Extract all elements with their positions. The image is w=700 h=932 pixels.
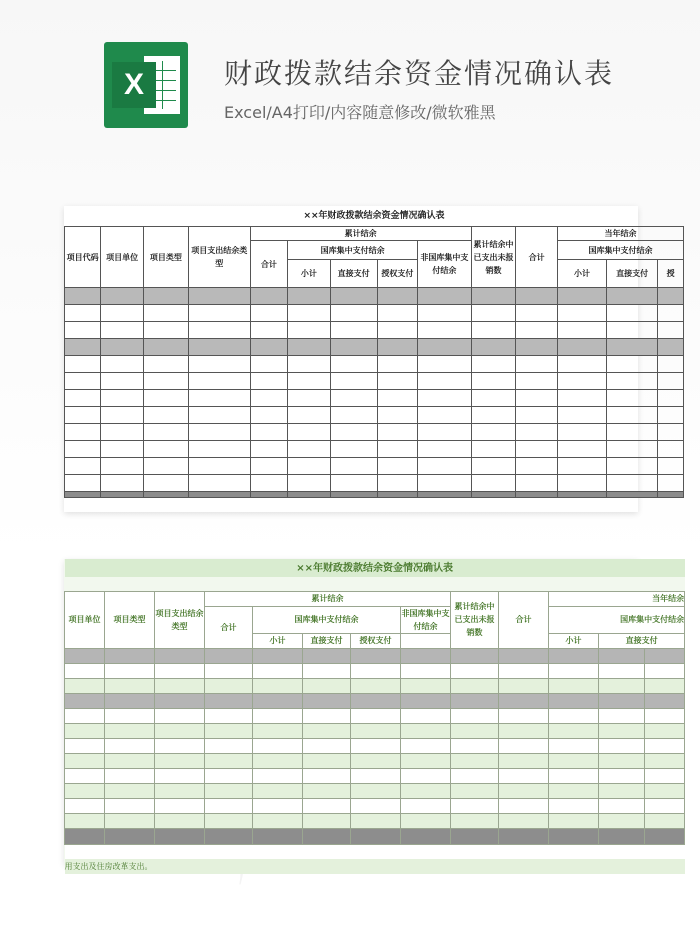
col-header-expense-type: 项目支出结余类型 <box>155 591 205 648</box>
col-header-cancelled: 累计结余中已支出未报销数 <box>451 591 499 648</box>
green-table-body <box>65 648 685 874</box>
col-header-type: 项目类型 <box>105 591 155 648</box>
col-header-unit: 项目单位 <box>65 591 105 648</box>
col-header-central: 国库集中支付结余 <box>288 241 418 260</box>
col-header-non-central: 非国库集中支付结余 <box>418 241 471 288</box>
plain-table <box>64 206 684 498</box>
col-header-direct: 直接支付 <box>303 633 351 648</box>
col-header-central2: 国库集中支付结余 <box>557 241 683 260</box>
excel-logo-letter: X <box>112 62 156 108</box>
col-header-subtotal2: 小计 <box>549 633 599 648</box>
col-header-total2: 合计 <box>516 227 558 288</box>
col-header-cancelled: 累计结余中已支出未报销数 <box>471 227 516 288</box>
col-header-subtotal: 小计 <box>253 633 303 648</box>
col-header-central2: 国库集中支付结余 <box>549 606 685 633</box>
page-subtitle: Excel/A4打印/内容随意修改/微软雅黑 <box>224 103 496 122</box>
col-header-code: 项目代码 <box>65 227 101 288</box>
sheet-preview-plain <box>64 206 675 512</box>
excel-logo-icon <box>104 42 188 128</box>
col-header-direct2: 直接支付 <box>607 260 658 288</box>
col-header-authorized: 授权支付 <box>351 633 401 648</box>
col-header-unit: 项目单位 <box>101 227 144 288</box>
col-header-total: 合计 <box>250 241 287 288</box>
col-header-total: 合计 <box>205 606 253 648</box>
col-header-year: 当年结余 <box>549 591 685 606</box>
footnote: 用支出及住房改革支出。 <box>65 859 685 874</box>
col-header-non-central: 非国库集中支付结余 <box>401 606 451 633</box>
col-header-total2: 合计 <box>499 591 549 648</box>
col-header-direct: 直接支付 <box>330 260 377 288</box>
col-header-expense-type: 项目支出结余类型 <box>188 227 250 288</box>
plain-table-body <box>65 288 684 498</box>
page-title: 财政拨款结余资金情况确认表 <box>224 57 615 90</box>
col-header-cumulative: 累计结余 <box>205 591 451 606</box>
col-header-subtotal: 小计 <box>288 260 331 288</box>
col-header-central: 国库集中支付结余 <box>253 606 401 633</box>
col-header-type: 项目类型 <box>143 227 188 288</box>
green-table <box>64 559 685 874</box>
sheet-preview-green <box>64 559 685 871</box>
col-header-authorized: 授权支付 <box>377 260 418 288</box>
col-header-subtotal2: 小计 <box>557 260 606 288</box>
table-caption: ××年财政拨款结余资金情况确认表 <box>65 206 684 227</box>
table-caption: ××年财政拨款结余资金情况确认表 <box>65 559 685 577</box>
col-header-auth-partial: 授 <box>658 260 684 288</box>
col-header-direct2: 直接支付 <box>599 633 685 648</box>
col-header-year: 当年结余 <box>557 227 683 241</box>
col-header-cumulative: 累计结余 <box>250 227 471 241</box>
